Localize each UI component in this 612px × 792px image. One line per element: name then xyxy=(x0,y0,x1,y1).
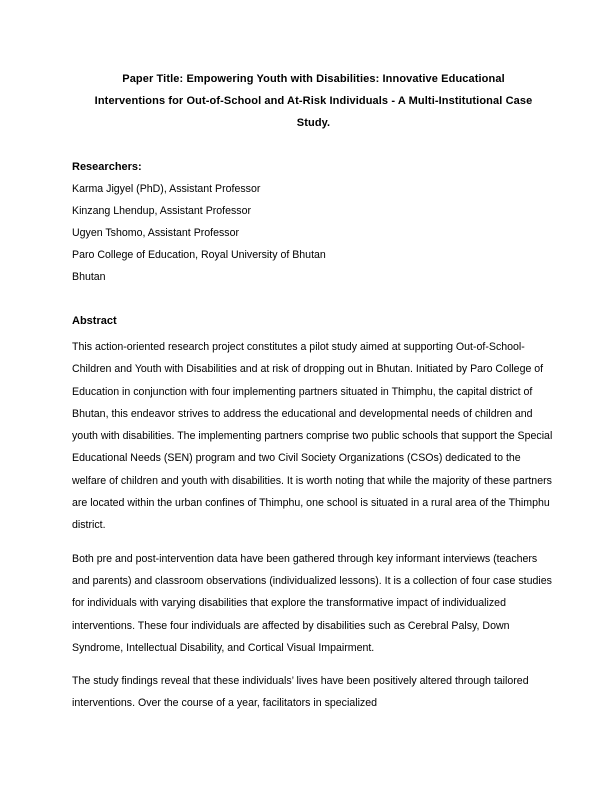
abstract-heading: Abstract xyxy=(72,315,117,327)
researcher-line: Kinzang Lhendup, Assistant Professor xyxy=(72,205,252,217)
affiliation-line: Paro College of Education, Royal University of Bhutan xyxy=(72,249,326,261)
page-title: Paper Title: Empowering Youth with Disabilities: Innovative Educational Interventions for Out-of-School and At-Risk Individuals - A Multi-Institutional Case Study. xyxy=(94,73,533,129)
researcher-line: Ugyen Tshomo, Assistant Professor xyxy=(72,227,240,239)
abstract-paragraph: This action-oriented research project constitutes a pilot study aimed at supporting Out-of-School-Children and Youth with Disabilities and at risk of dropping out in Bhutan. Initiated by Paro College of Education in conjunction with four implementing partners situated in Thimphu, the capital district of Bhutan, this endeavor strives to address the educational and developmental needs of children and youth with disabilities. The implementing partners comprise two public schools that support the Special Educational Needs (SEN) program and two Civil Society Organizations (CSOs) dedicated to the welfare of children and youth with disabilities. It is worth noting that while the majority of these partners are located within the urban confines of Thimphu, one school is situated in a rural area of the Thimphu district. xyxy=(72,341,553,532)
researchers-block xyxy=(72,156,555,288)
abstract-paragraph: The study findings reveal that these individuals’ lives have been positively altered through tailored interventions. Over the course of a year, facilitators in specialized xyxy=(72,675,529,710)
researcher-line: Karma Jigyel (PhD), Assistant Professor xyxy=(72,183,261,195)
researchers-heading: Researchers: xyxy=(72,161,142,173)
country-line: Bhutan xyxy=(72,271,106,283)
abstract-paragraph: Both pre and post-intervention data have been gathered through key informant interviews (teachers and parents) and classroom observations (individualized lessons). It is a collection of four case studies for individuals with varying disabilities that explore the transformative impact of individualized interventions. These four individuals are affected by disabilities such as Cerebral Palsy, Down Syndrome, Intellectual Disability, and Cortical Visual Impairment. xyxy=(72,552,552,654)
abstract-body xyxy=(72,336,555,715)
